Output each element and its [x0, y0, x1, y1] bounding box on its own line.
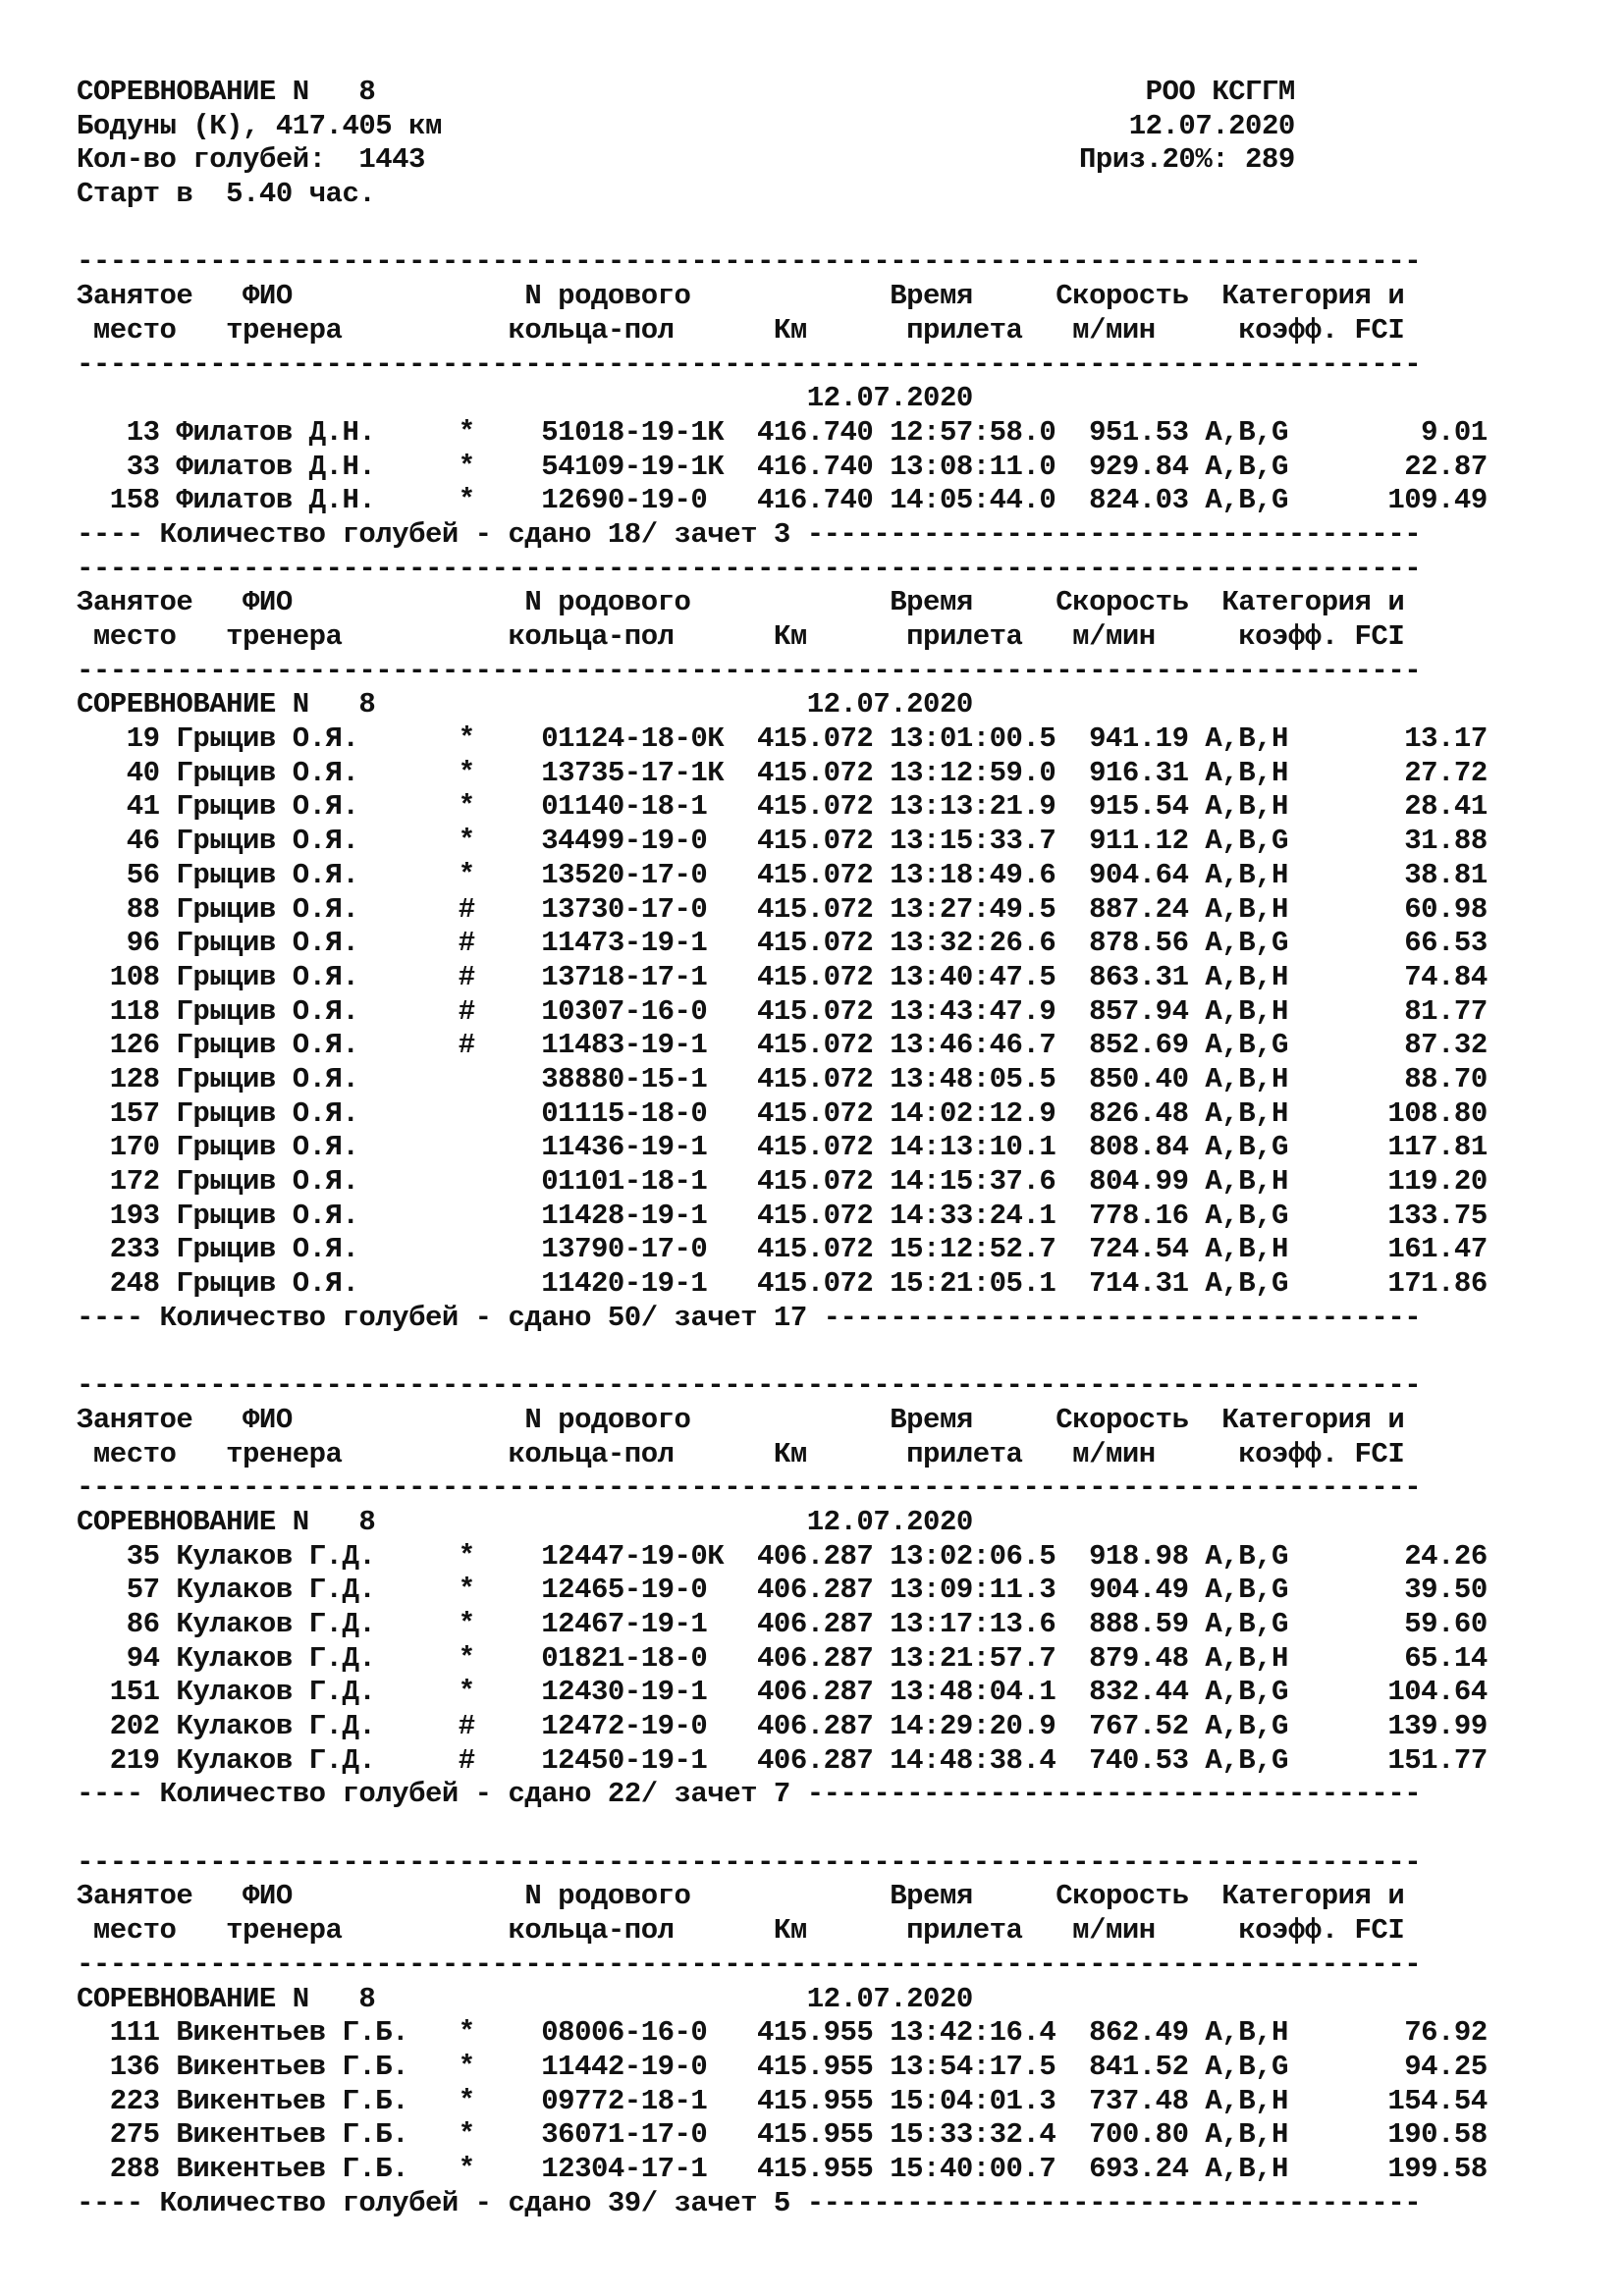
result-row: 202 Кулаков Г.Д. # 12472-19-0 406.287 14:29:20.9 767.52 A,B,G 139.99: [77, 1710, 1488, 1742]
page-header-line: [77, 178, 1488, 212]
column-header-line: место тренера кольца-пол Км прилета м/мин коэфф. FCI: [77, 1914, 1405, 1948]
column-header-line: Занятое ФИО N родового Время Скорость Категория и: [77, 280, 1405, 313]
result-row: 288 Викентьев Г.Б. * 12304-17-1 415.955 15:40:00.7 693.24 A,B,H 199.58: [77, 2152, 1488, 2185]
header-left-text: Бодуны (К), 417.405 км: [77, 109, 442, 142]
result-row: 248 Грыцив О.Я. 11420-19-1 415.072 15:21:05.1 714.31 A,B,G 171.86: [77, 1267, 1488, 1301]
section-heading: СОРЕВНОВАНИЕ N 8 12.07.2020: [77, 1505, 973, 1538]
header-right-text: Приз.20%: 289: [1079, 143, 1295, 177]
result-row: 86 Кулаков Г.Д. * 12467-19-1 406.287 13:17:13.6 888.59 A,B,G 59.60: [77, 1607, 1488, 1640]
column-header-line: Занятое ФИО N родового Время Скорость Категория и: [77, 1403, 1405, 1436]
header-left-text: Старт в 5.40 час.: [77, 178, 376, 211]
result-row: 151 Кулаков Г.Д. * 12430-19-1 406.287 13:48:04.1 832.44 A,B,G 104.64: [77, 1676, 1488, 1709]
result-row: 126 Грыцив О.Я. # 11483-19-1 415.072 13:46:46.7 852.69 A,B,G 87.32: [77, 1029, 1488, 1062]
section-heading: 12.07.2020: [77, 382, 973, 415]
result-row: 170 Грыцив О.Я. 11436-19-1 415.072 14:13:10.1 808.84 A,B,G 117.81: [77, 1131, 1488, 1164]
section-footer: ---- Количество голубей - сдано 22/ зачет 7 -------------------------------------: [77, 1778, 1422, 1811]
column-header-line: Занятое ФИО N родового Время Скорость Категория и: [77, 1880, 1405, 1913]
section-footer: ---- Количество голубей - сдано 50/ зачет 17 ------------------------------------: [77, 1301, 1422, 1334]
separator-line: ---------------------------------------------------------------------------------: [77, 552, 1422, 585]
page-header-line: [77, 76, 1488, 110]
result-row: 88 Грыцив О.Я. # 13730-17-0 415.072 13:27:49.5 887.24 A,B,H 60.98: [77, 892, 1488, 926]
result-row: 56 Грыцив О.Я. * 13520-17-0 415.072 13:18:49.6 904.64 A,B,H 38.81: [77, 858, 1488, 891]
result-row: 41 Грыцив О.Я. * 01140-18-1 415.072 13:13:21.9 915.54 A,B,H 28.41: [77, 790, 1488, 824]
result-row: 46 Грыцив О.Я. * 34499-19-0 415.072 13:15:33.7 911.12 A,B,G 31.88: [77, 825, 1488, 858]
section-heading: СОРЕВНОВАНИЕ N 8 12.07.2020: [77, 1982, 973, 2015]
result-row: 219 Кулаков Г.Д. # 12450-19-1 406.287 14:48:38.4 740.53 A,B,G 151.77: [77, 1743, 1488, 1777]
blank-line: [77, 212, 1488, 246]
result-row: 223 Викентьев Г.Б. * 09772-18-1 415.955 15:04:01.3 737.48 A,B,H 154.54: [77, 2084, 1488, 2117]
blank-line: [77, 1335, 1488, 1369]
result-row: 40 Грыцив О.Я. * 13735-17-1К 415.072 13:12:59.0 916.31 A,B,H 27.72: [77, 756, 1488, 789]
result-row: 157 Грыцив О.Я. 01115-18-0 415.072 14:02:12.9 826.48 A,B,H 108.80: [77, 1096, 1488, 1130]
result-row: 111 Викентьев Г.Б. * 08006-16-0 415.955 13:42:16.4 862.49 A,B,H 76.92: [77, 2016, 1488, 2050]
column-header-line: место тренера кольца-пол Км прилета м/мин коэфф. FCI: [77, 313, 1405, 347]
header-right-text: 12.07.2020: [1128, 109, 1295, 142]
result-row: 94 Кулаков Г.Д. * 01821-18-0 406.287 13:21:57.7 879.48 A,B,H 65.14: [77, 1641, 1488, 1675]
separator-line: ---------------------------------------------------------------------------------: [77, 347, 1422, 381]
section-footer: ---- Количество голубей - сдано 18/ зачет 3 -------------------------------------: [77, 517, 1422, 551]
separator-line: ---------------------------------------------------------------------------------: [77, 654, 1422, 687]
header-left-text: Кол-во голубей: 1443: [77, 143, 425, 177]
result-row: 118 Грыцив О.Я. # 10307-16-0 415.072 13:43:47.9 857.94 A,B,H 81.77: [77, 994, 1488, 1028]
separator-line: ---------------------------------------------------------------------------------: [77, 1471, 1422, 1505]
header-right-text: РОО КСГГМ: [1145, 76, 1295, 108]
results-document: [77, 76, 1488, 2220]
column-header-line: место тренера кольца-пол Км прилета м/мин коэфф. FCI: [77, 1437, 1405, 1470]
column-header-line: Занятое ФИО N родового Время Скорость Категория и: [77, 586, 1405, 619]
section-footer: ---- Количество голубей - сдано 39/ зачет 5 -------------------------------------: [77, 2186, 1422, 2219]
result-row: 193 Грыцив О.Я. 11428-19-1 415.072 14:33:24.1 778.16 A,B,G 133.75: [77, 1199, 1488, 1232]
result-row: 128 Грыцив О.Я. 38880-15-1 415.072 13:48:05.5 850.40 A,B,H 88.70: [77, 1062, 1488, 1095]
page-header-line: [77, 143, 1488, 178]
separator-line: ---------------------------------------------------------------------------------: [77, 1845, 1422, 1879]
result-row: 33 Филатов Д.Н. * 54109-19-1К 416.740 13:08:11.0 929.84 A,B,G 22.87: [77, 450, 1488, 483]
result-row: 35 Кулаков Г.Д. * 12447-19-0К 406.287 13:02:06.5 918.98 A,B,G 24.26: [77, 1539, 1488, 1573]
section-heading: СОРЕВНОВАНИЕ N 8 12.07.2020: [77, 688, 973, 721]
header-left-text: СОРЕВНОВАНИЕ N 8: [77, 76, 376, 108]
result-row: 233 Грыцив О.Я. 13790-17-0 415.072 15:12:52.7 724.54 A,B,H 161.47: [77, 1233, 1488, 1266]
result-row: 19 Грыцив О.Я. * 01124-18-0К 415.072 13:01:00.5 941.19 A,B,H 13.17: [77, 722, 1488, 756]
result-row: 172 Грыцив О.Я. 01101-18-1 415.072 14:15:37.6 804.99 A,B,H 119.20: [77, 1165, 1488, 1198]
result-row: 275 Викентьев Г.Б. * 36071-17-0 415.955 15:33:32.4 700.80 A,B,H 190.58: [77, 2118, 1488, 2152]
result-row: 108 Грыцив О.Я. # 13718-17-1 415.072 13:40:47.5 863.31 A,B,H 74.84: [77, 960, 1488, 993]
result-row: 158 Филатов Д.Н. * 12690-19-0 416.740 14:05:44.0 824.03 A,B,G 109.49: [77, 484, 1488, 517]
separator-line: ---------------------------------------------------------------------------------: [77, 1948, 1422, 1981]
result-row: 13 Филатов Д.Н. * 51018-19-1К 416.740 12:57:58.0 951.53 A,B,G 9.01: [77, 415, 1488, 449]
column-header-line: место тренера кольца-пол Км прилета м/мин коэфф. FCI: [77, 620, 1405, 653]
result-row: 136 Викентьев Г.Б. * 11442-19-0 415.955 13:54:17.5 841.52 A,B,G 94.25: [77, 2050, 1488, 2083]
blank-line: [77, 1812, 1488, 1846]
result-row: 57 Кулаков Г.Д. * 12465-19-0 406.287 13:09:11.3 904.49 A,B,G 39.50: [77, 1574, 1488, 1607]
separator-line: ---------------------------------------------------------------------------------: [77, 245, 1422, 279]
result-row: 96 Грыцив О.Я. # 11473-19-1 415.072 13:32:26.6 878.56 A,B,G 66.53: [77, 927, 1488, 960]
page-header-line: [77, 110, 1488, 144]
separator-line: ---------------------------------------------------------------------------------: [77, 1369, 1422, 1403]
